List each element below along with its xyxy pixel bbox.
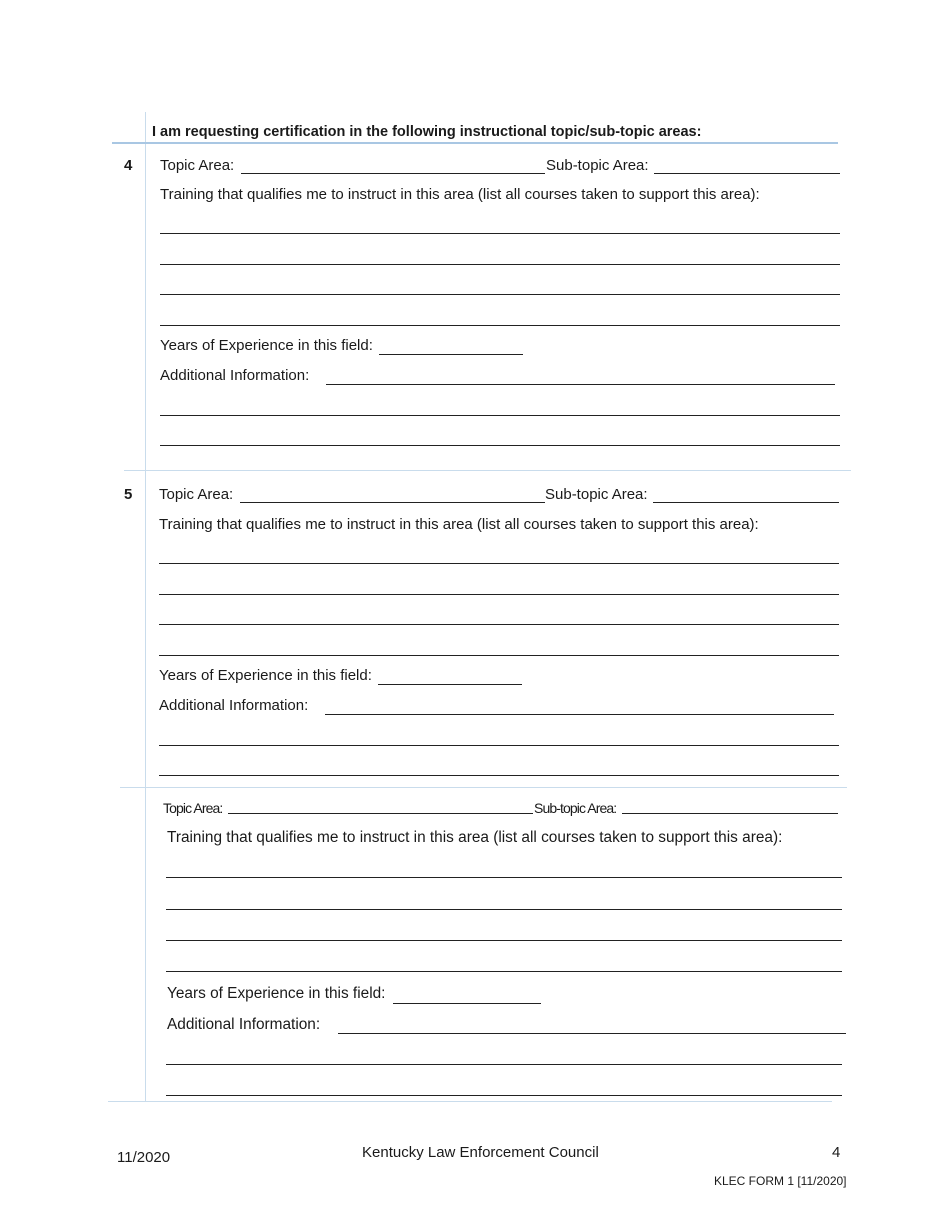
- training-field-line[interactable]: [159, 594, 839, 595]
- header-bottom-rule: [112, 142, 838, 144]
- additional-info-line[interactable]: [160, 415, 840, 416]
- additional-info-field[interactable]: [338, 1033, 846, 1034]
- row-divider-4-5: [124, 470, 851, 471]
- additional-info-label: Additional Information:: [167, 1016, 321, 1033]
- table-left-border: [145, 112, 146, 1102]
- topic-area-field[interactable]: [241, 173, 545, 174]
- subtopic-area-field[interactable]: [653, 502, 839, 503]
- additional-info-line[interactable]: [159, 745, 839, 746]
- years-experience-field[interactable]: [393, 1003, 541, 1004]
- row-number: 4: [124, 157, 133, 174]
- additional-info-line[interactable]: [166, 1095, 842, 1096]
- training-field-line[interactable]: [160, 233, 840, 234]
- years-experience-label: Years of Experience in this field:: [159, 667, 372, 684]
- row-divider-5-6: [120, 787, 847, 788]
- training-label: Training that qualifies me to instruct in this area (list all courses taken to support this area):: [167, 829, 783, 846]
- footer-form-id: KLEC FORM 1 [11/2020]: [714, 1174, 847, 1188]
- row-number: 5: [124, 486, 133, 503]
- training-field-line[interactable]: [160, 294, 840, 295]
- additional-info-field[interactable]: [326, 384, 835, 385]
- additional-info-label: Additional Information:: [159, 697, 309, 714]
- additional-info-line[interactable]: [166, 1064, 842, 1065]
- years-experience-label: Years of Experience in this field:: [167, 985, 386, 1002]
- additional-info-field[interactable]: [325, 714, 834, 715]
- training-field-line[interactable]: [166, 971, 842, 972]
- training-label: Training that qualifies me to instruct in this area (list all courses taken to support this area):: [160, 186, 760, 203]
- subtopic-area-field[interactable]: [654, 173, 840, 174]
- training-field-line[interactable]: [166, 940, 842, 941]
- topic-area-label: Topic Area:: [163, 800, 223, 816]
- topic-area-label: Topic Area:: [160, 157, 235, 174]
- additional-info-line[interactable]: [160, 445, 840, 446]
- additional-info-line[interactable]: [159, 775, 839, 776]
- training-field-line[interactable]: [166, 909, 842, 910]
- topic-area-field[interactable]: [228, 813, 533, 814]
- training-field-line[interactable]: [159, 563, 839, 564]
- training-field-line[interactable]: [166, 877, 842, 878]
- topic-area-label: Topic Area:: [159, 486, 234, 503]
- training-field-line[interactable]: [160, 325, 840, 326]
- footer-organization: Kentucky Law Enforcement Council: [362, 1144, 599, 1161]
- training-field-line[interactable]: [159, 655, 839, 656]
- years-experience-label: Years of Experience in this field:: [160, 337, 373, 354]
- page-title: I am requesting certification in the following instructional topic/sub-topic areas:: [152, 124, 702, 140]
- subtopic-area-field[interactable]: [622, 813, 838, 814]
- subtopic-area-label: Sub-topic Area:: [545, 486, 648, 503]
- table-bottom-rule: [108, 1101, 832, 1102]
- training-label: Training that qualifies me to instruct in this area (list all courses taken to support this area):: [159, 516, 759, 533]
- training-field-line[interactable]: [159, 624, 839, 625]
- years-experience-field[interactable]: [378, 684, 522, 685]
- additional-info-label: Additional Information:: [160, 367, 310, 384]
- training-field-line[interactable]: [160, 264, 840, 265]
- footer-date: 11/2020: [117, 1149, 171, 1166]
- years-experience-field[interactable]: [379, 354, 523, 355]
- subtopic-area-label: Sub-topic Area:: [546, 157, 649, 174]
- topic-area-field[interactable]: [240, 502, 545, 503]
- subtopic-area-label: Sub-topic Area:: [534, 800, 617, 816]
- footer-page-number: 4: [832, 1144, 841, 1161]
